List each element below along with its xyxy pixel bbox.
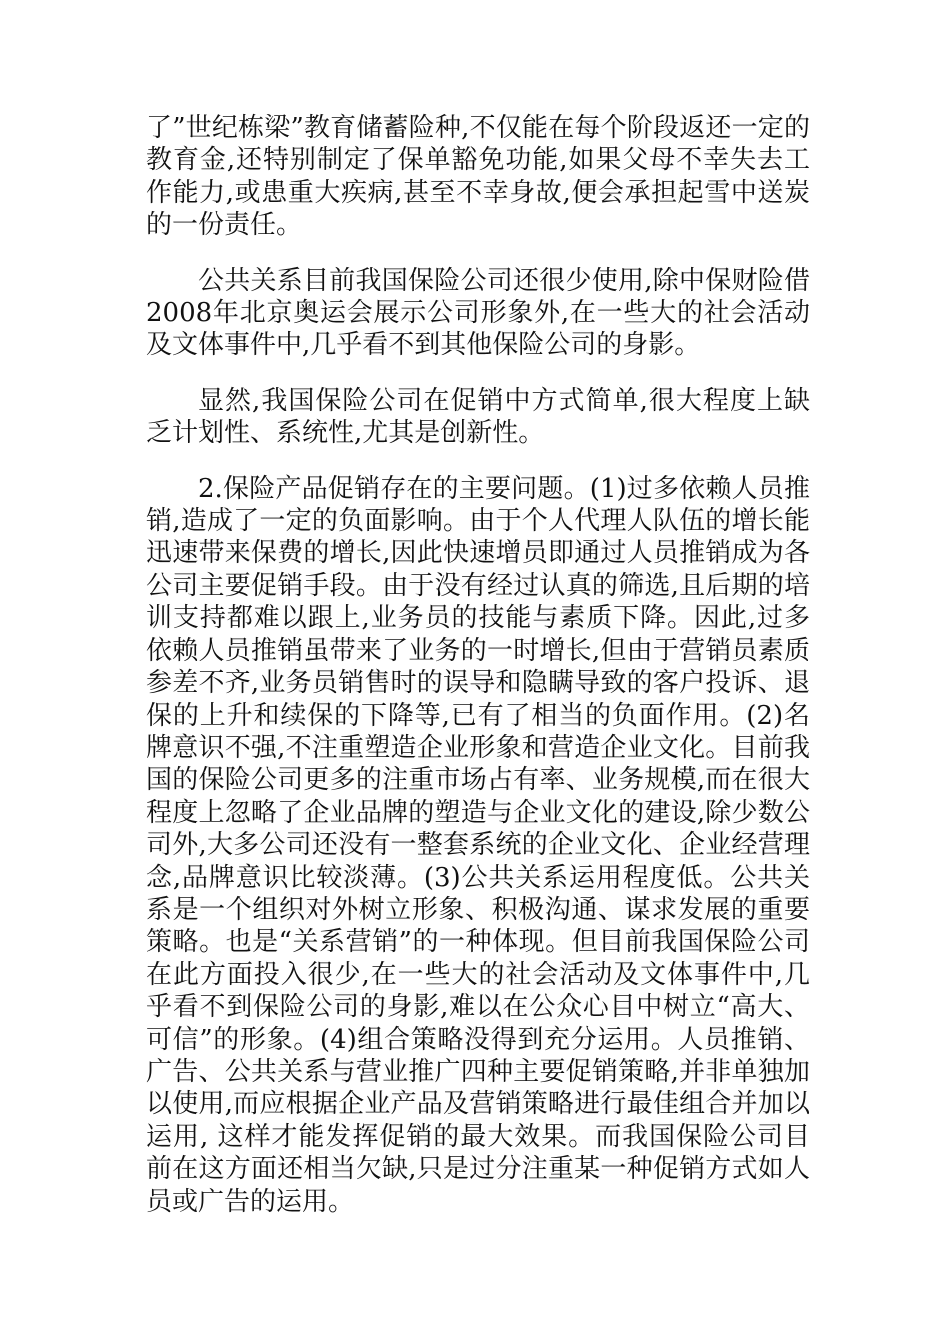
paragraph-main-problems: 2.保险产品促销存在的主要问题。(1)过多依赖人员推销,造成了一定的负面影响。由于个人代理人队伍的增长能迅速带来保费的增长,因此快速增员即通过人员推销成为各公司主要促销手段。由于没有经过认真的筛选,且后期的培训支持都难以跟上,业务员的技能与素质下降。因此,过多依赖人员推销虽带来了业务的一时增长,但由于营销员素质参差不齐,业务员销售时的误导和隐瞒导致的客户投诉、退保的上升和续保的下降等,已有了相当的负面作用。(2)名牌意识不强,不注重塑造企业形象和营造企业文化。目前我国的保险公司更多的注重市场占有率、业务规模,而在很大程度上忽略了企业品牌的塑造与企业文化的建设,除少数公司外,大多公司还没有一整套系统的企业文化、企业经营理念,品牌意识比较淡薄。(3)公共关系运用程度低。公共关系是一个组织对外树立形象、积极沟通、谋求发展的重要策略。也是“关系营销”的一种体现。但目前我国保险公司在此方面投入很少,在一些大的社会活动及文体事件中,几乎看不到保险公司的身影,难以在公众心目中树立“高大、可信”的形象。(4)组合策略没得到充分运用。人员推销、广告、公共关系与营业推广四种主要促销策略,并非单独加以使用,而应根据企业产品及营销策略进行最佳组合并加以运用, 这样才能发挥促销的最大效果。而我国保险公司目前在这方面还相当欠缺,只是过分注重某一种促销方式如人员或广告的运用。	[146, 473, 810, 1217]
paragraph-continuation: 了”世纪栋梁”教育储蓄险种,不仅能在每个阶段返还一定的教育金,还特别制定了保单豁免功能,如果父母不幸失去工作能力,或患重大疾病,甚至不幸身故,便会承担起雪中送炭的一份责任。	[146, 113, 810, 241]
document-body	[146, 112, 810, 1241]
paragraph-summary: 显然,我国保险公司在促销中方式简单,很大程度上缺乏计划性、系统性,尤其是创新性。	[146, 385, 810, 449]
paragraph-public-relations: 公共关系目前我国保险公司还很少使用,除中保财险借2008年北京奥运会展示公司形象外,在一些大的社会活动及文体事件中,几乎看不到其他保险公司的身影。	[146, 265, 810, 361]
